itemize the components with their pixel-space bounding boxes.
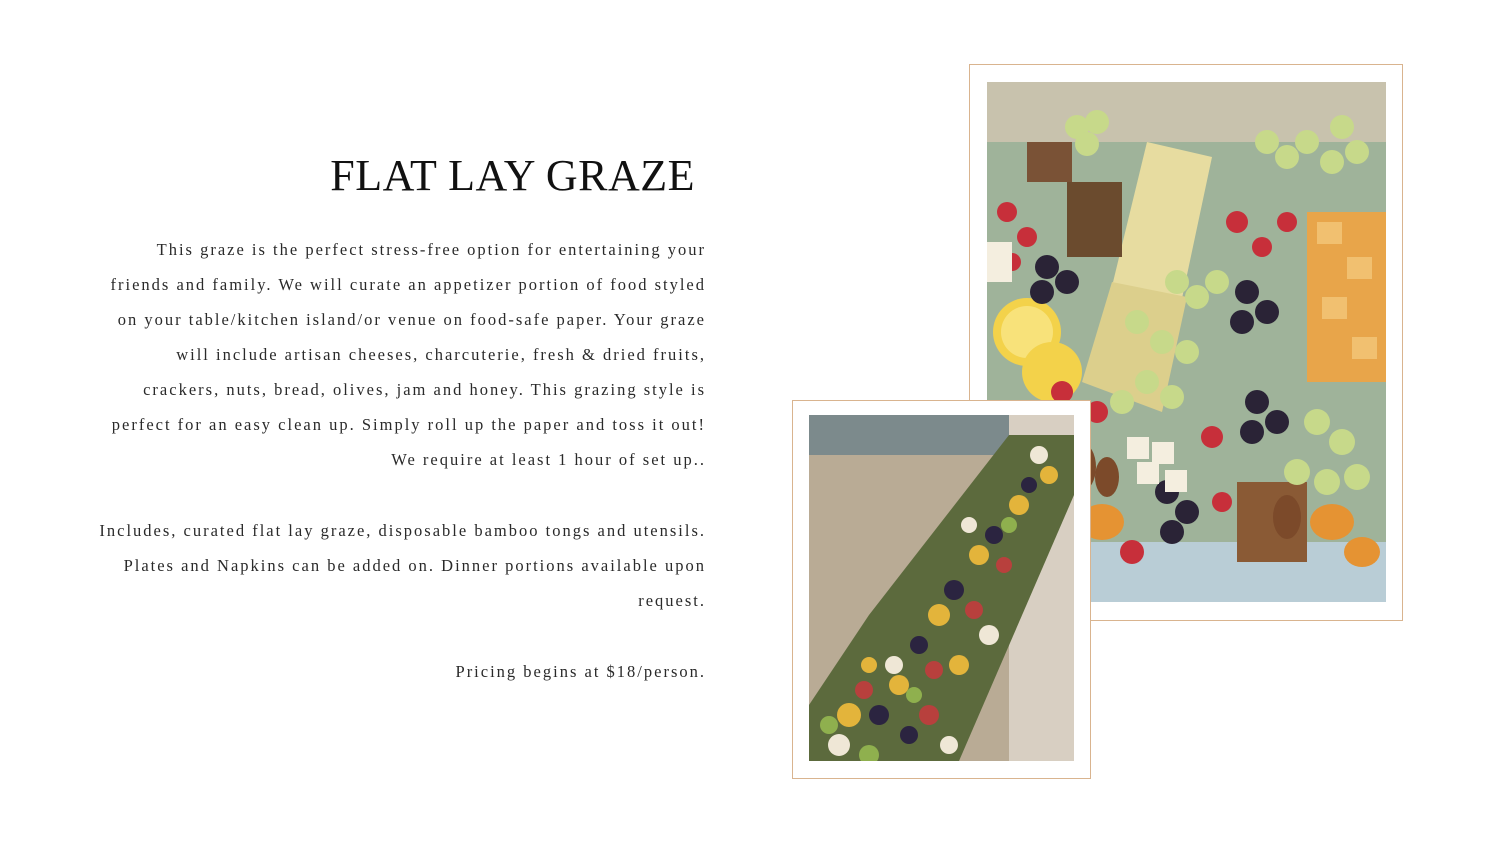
flat-lay-table-photo bbox=[809, 415, 1074, 761]
page-title: FLAT LAY GRAZE bbox=[330, 151, 695, 200]
pricing-text: Pricing begins at $18/person. bbox=[455, 662, 706, 681]
includes-text: Includes, curated flat lay graze, disposable bamboo tongs and utensils. Plates and Napkins can be added on. Dinner portions available upon request. bbox=[99, 521, 706, 610]
description-text: This graze is the perfect stress-free option for entertaining your friends and family. We will curate an appetizer portion of food styled on your table/kitchen island/or venue on food-safe paper. Your graze will include artisan cheeses, charcuterie, fresh & dried fruits, crackers, nuts, bread, olives, jam and honey. This grazing style is perfect for an easy clean up. Simply roll up the paper and toss it out! We require at least 1 hour of set up.. bbox=[110, 240, 706, 469]
